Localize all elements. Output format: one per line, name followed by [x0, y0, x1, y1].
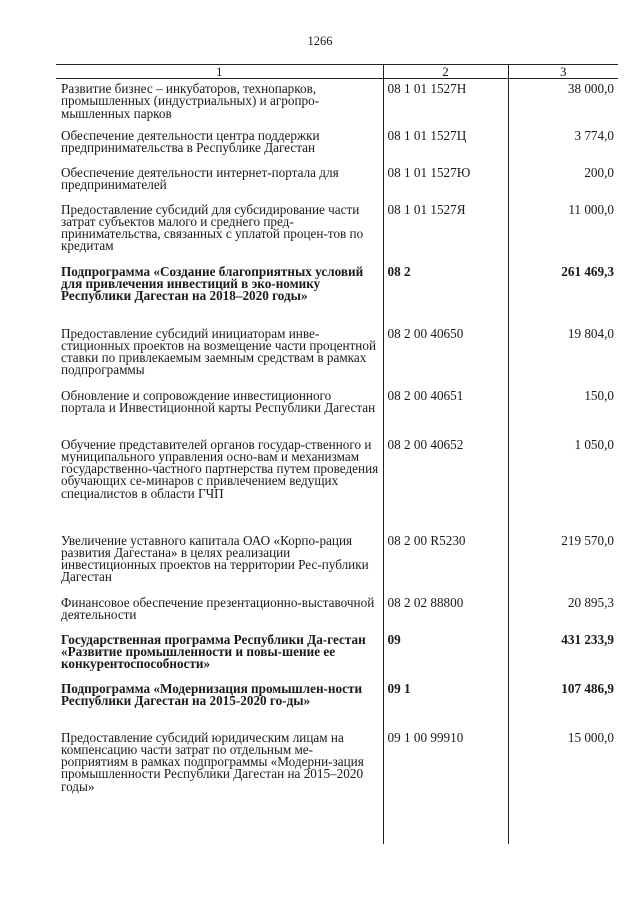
budget-table — [56, 64, 618, 844]
row-code: 08 1 01 1527Ц — [383, 126, 508, 163]
row-name: Государственная программа Республики Да-гестан «Развитие промышленности и повы-шение ее конкурентоспособности» — [61, 631, 366, 672]
column-header-1: 1 — [56, 65, 383, 79]
page-number: 1266 — [307, 34, 333, 48]
row-name: Обновление и сопровождение инвестиционного портала и Инвестиционной карты Республики Дагестан — [61, 387, 376, 415]
row-amount: 1 050,0 — [508, 435, 618, 531]
row-code: 08 2 — [383, 262, 508, 324]
row-amount: 20 895,3 — [508, 593, 618, 630]
table-row — [56, 630, 618, 679]
row-code: 08 1 01 1527Я — [383, 200, 508, 262]
row-name: Подпрограмма «Создание благоприятных условий для привлечения инвестиций в эко-номику Республики Дагестан на 2018–2020 годы» — [61, 263, 364, 304]
table-row — [56, 679, 618, 728]
row-name: Предоставление субсидий юридическим лицам на компенсацию части затрат по отдельным ме-роприятиям в рамках подпрограммы «Модерни-зация промышленности Республики Дагестан на 2015–2020 годы» — [61, 729, 364, 794]
row-code: 09 1 00 99910 — [383, 728, 508, 808]
row-code: 08 1 01 1527Н — [383, 79, 508, 126]
table-row — [56, 728, 618, 808]
row-code: 09 1 — [383, 679, 508, 728]
row-name: Развитие бизнес – инкубаторов, технопарков, промышленных (индустриальных) и агропро-мышленных парков — [61, 81, 320, 121]
row-amount: 38 000,0 — [508, 79, 618, 126]
row-amount: 15 000,0 — [508, 728, 618, 808]
table-row — [56, 79, 618, 126]
row-code: 08 2 00 40651 — [383, 386, 508, 435]
row-amount: 19 804,0 — [508, 324, 618, 386]
row-amount: 219 570,0 — [508, 531, 618, 593]
empty-cell — [56, 808, 383, 845]
table-row — [56, 386, 618, 435]
table-body — [56, 79, 618, 845]
table-row — [56, 324, 618, 386]
table-filler-row — [56, 808, 618, 845]
row-name: Обеспечение деятельности центра поддержки предпринимательства в Республике Дагестан — [61, 127, 320, 155]
table-row — [56, 531, 618, 593]
table-row — [56, 593, 618, 630]
row-name: Увеличение уставного капитала ОАО «Корпо-рация развития Дагестана» в целях реализации инвестиционных проектов на территории Рес-публики Дагестан — [61, 532, 369, 585]
row-name: Обеспечение деятельности интернет-портала для предпринимателей — [61, 164, 339, 192]
table-row — [56, 126, 618, 163]
row-amount: 200,0 — [508, 163, 618, 200]
row-name: Подпрограмма «Модернизация промышлен-ности Республики Дагестан на 2015-2020 го-ды» — [61, 680, 363, 708]
table-row — [56, 163, 618, 200]
row-amount: 107 486,9 — [508, 679, 618, 728]
row-amount: 261 469,3 — [508, 262, 618, 324]
row-amount: 431 233,9 — [508, 630, 618, 679]
column-header-3: 3 — [508, 65, 618, 79]
table-header-row — [56, 65, 618, 79]
row-amount: 3 774,0 — [508, 126, 618, 163]
row-name: Предоставление субсидий инициаторам инве-стиционных проектов на возмещение части процентной ставки по привлекаемым заемным средствам в рамках подпрограммы — [61, 325, 377, 378]
table-row — [56, 435, 618, 531]
row-amount: 11 000,0 — [508, 200, 618, 262]
row-name: Финансовое обеспечение презентационно-выставочной деятельности — [61, 594, 375, 622]
row-code: 08 2 00 R5230 — [383, 531, 508, 593]
row-amount: 150,0 — [508, 386, 618, 435]
row-name: Предоставление субсидий для субсидирование части затрат субъектов малого и среднего пред-принимательства, связанных с уплатой процен-тов по кредитам — [61, 201, 364, 254]
row-code: 08 2 00 40652 — [383, 435, 508, 531]
empty-cell — [383, 808, 508, 845]
row-code: 08 2 00 40650 — [383, 324, 508, 386]
row-code: 08 2 02 88800 — [383, 593, 508, 630]
table-row — [56, 262, 618, 324]
table-row — [56, 200, 618, 262]
row-name: Обучение представителей органов государ-ственного и муниципального управления осно-вам и механизмам государственно-частного партнерства путем проведения обучающих се-минаров с привлечением ведущих специалистов в области ГЧП — [61, 436, 379, 501]
row-code: 09 — [383, 630, 508, 679]
row-code: 08 1 01 1527Ю — [383, 163, 508, 200]
column-header-2: 2 — [383, 65, 508, 79]
empty-cell — [508, 808, 618, 845]
